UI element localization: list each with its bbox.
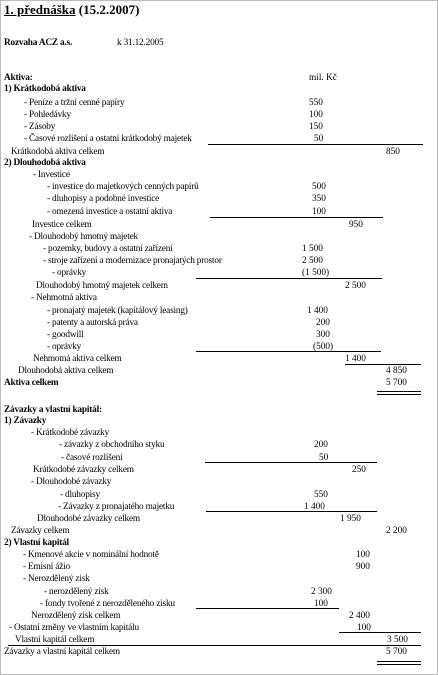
total-double-rule (377, 391, 421, 395)
row-label: - závazky z obchodního styku (59, 440, 165, 450)
row-value: 950 (349, 220, 363, 230)
row-label: - nerozdělený zisk (44, 587, 109, 597)
row-value: 150 (309, 122, 323, 132)
row-label: - Ostatní změny ve vlastním kapitálu (9, 623, 139, 633)
row-label: - pronajatý majetek (kapitálový leasing) (47, 306, 188, 316)
subtotal-rule (210, 217, 383, 218)
row-label: - Investice (33, 170, 70, 180)
row-value: 4 850 (386, 366, 407, 376)
row-label: - Zásoby (24, 122, 56, 132)
row-label: - Krátkodobé závazky (31, 428, 110, 438)
row-label: 1) Krátkodobá aktiva (4, 84, 86, 94)
row-label: - pozemky, budovy a ostatní zařízení (43, 244, 173, 254)
row-value: 50 (314, 134, 324, 144)
row-label: Dlouhodobá aktiva celkem (18, 366, 114, 376)
row-label: - Pohledávky (24, 110, 71, 120)
row-label: - Závazky z pronajatého majetku (58, 502, 175, 512)
subtotal-rule (196, 351, 381, 352)
row-value: 850 (386, 147, 400, 157)
row-value: 500 (312, 182, 326, 192)
row-label: Investice celkem (32, 220, 92, 230)
row-value: 50 (319, 453, 329, 463)
row-value: 200 (316, 318, 330, 328)
row-label: - časové rozlišení (61, 453, 123, 463)
row-value: 2 300 (311, 587, 332, 597)
row-value: 2 500 (302, 256, 323, 266)
subtotal-rule (206, 511, 377, 512)
row-value: 2 500 (345, 281, 366, 291)
row-label: - patenty a autorská práva (47, 318, 138, 328)
row-value: mil. Kč (309, 73, 337, 83)
row-value: 1 400 (345, 354, 366, 364)
row-value: 250 (352, 465, 366, 475)
row-label: - oprávky (52, 268, 87, 278)
row-label: Nerozdělený zisk celkem (31, 611, 121, 621)
subtotal-rule (208, 144, 423, 145)
row-label: Nehmotná aktiva celkem (33, 354, 122, 364)
row-value: 550 (309, 98, 323, 108)
row-value: 100 (314, 599, 328, 609)
row-value: 100 (312, 207, 326, 217)
row-label: - dluhopisy (60, 490, 100, 500)
row-value: 100 (356, 550, 370, 560)
row-label: - Emisní ážio (23, 562, 70, 572)
balance-sheet-heading: Rozvaha ACZ a.s. (4, 38, 73, 48)
row-label: - Nerozdělený zisk (23, 574, 90, 584)
total-double-rule (377, 661, 421, 665)
row-value: 300 (316, 330, 330, 340)
row-value: 550 (314, 490, 328, 500)
row-value: 2 400 (349, 611, 370, 621)
row-value: 1 500 (302, 244, 323, 254)
lecture-title (4, 2, 139, 17)
row-label: - Nehmotná aktiva (31, 293, 97, 303)
subtotal-rule (196, 278, 382, 279)
row-label: Závazky a vlastní kapitál: (4, 405, 102, 415)
row-label: Aktiva celkem (4, 378, 59, 388)
row-label: - goodwill (47, 330, 84, 340)
subtotal-rule (196, 608, 339, 609)
row-label: - Časové rozlišení a ostatní krátkodobý majetek (24, 134, 192, 144)
row-label: 1) Závazky (4, 416, 47, 426)
row-label: - Dlouhodobé závazky (31, 477, 112, 487)
lecture-date: (15.2.2007) (78, 2, 140, 17)
row-label: Aktiva: (4, 73, 33, 83)
row-value: 1 400 (307, 306, 328, 316)
row-value: 3 500 (387, 635, 408, 645)
subtotal-rule (8, 645, 421, 646)
lecture-title-text: 1. přednáška (4, 2, 76, 17)
row-label: - Dlouhodobý hmotný majetek (29, 232, 138, 242)
row-label: Vlastní kapitál celkem (15, 635, 95, 645)
row-value: 5 700 (386, 647, 407, 657)
row-label: 2) Vlastní kapitál (4, 538, 69, 548)
subtotal-rule (345, 364, 421, 365)
balance-sheet-date: k 31.12.2005 (117, 38, 164, 48)
row-value: 900 (356, 562, 370, 572)
row-value: 1 950 (340, 514, 361, 524)
row-value: 100 (309, 110, 323, 120)
row-label: - stroje zařízení a modernizace pronajatých prostor (43, 256, 222, 266)
row-value: 1 400 (304, 502, 325, 512)
row-value: 200 (314, 440, 328, 450)
row-label: - Kmenové akcie v nominální hodnotě (23, 550, 159, 560)
subtotal-rule (339, 632, 421, 633)
row-label: Závazky a vlastní kapitál celkem (4, 647, 120, 657)
row-value: 350 (312, 194, 326, 204)
row-label: - dluhopisy a podobné investice (47, 194, 160, 204)
row-label: Krátkodobá aktiva celkem (11, 147, 105, 157)
row-value: 100 (357, 623, 371, 633)
row-label: Závazky celkem (11, 526, 70, 536)
row-value: (1 500) (302, 268, 330, 278)
row-label: - omezená investice a ostatní aktiva (47, 207, 173, 217)
row-label: - fondy tvořené z nerozděleného zisku (40, 599, 175, 609)
row-value: 5 700 (386, 378, 407, 388)
row-value: (500) (313, 342, 334, 352)
row-label: Dlouhodobé závazky celkem (37, 514, 140, 524)
row-label: - Peníze a tržní cenné papíry (24, 98, 125, 108)
row-label: 2) Dlouhodobá aktiva (4, 158, 86, 168)
row-value: 2 200 (386, 526, 407, 536)
row-label: - investice do majetkových cenných papírů (47, 182, 199, 192)
row-label: Krátkodobé závazky celkem (33, 465, 134, 475)
subtotal-rule (205, 462, 377, 463)
row-label: Dlouhodobý hmotný majetek celkem (36, 281, 168, 291)
row-label: - oprávky (47, 342, 82, 352)
